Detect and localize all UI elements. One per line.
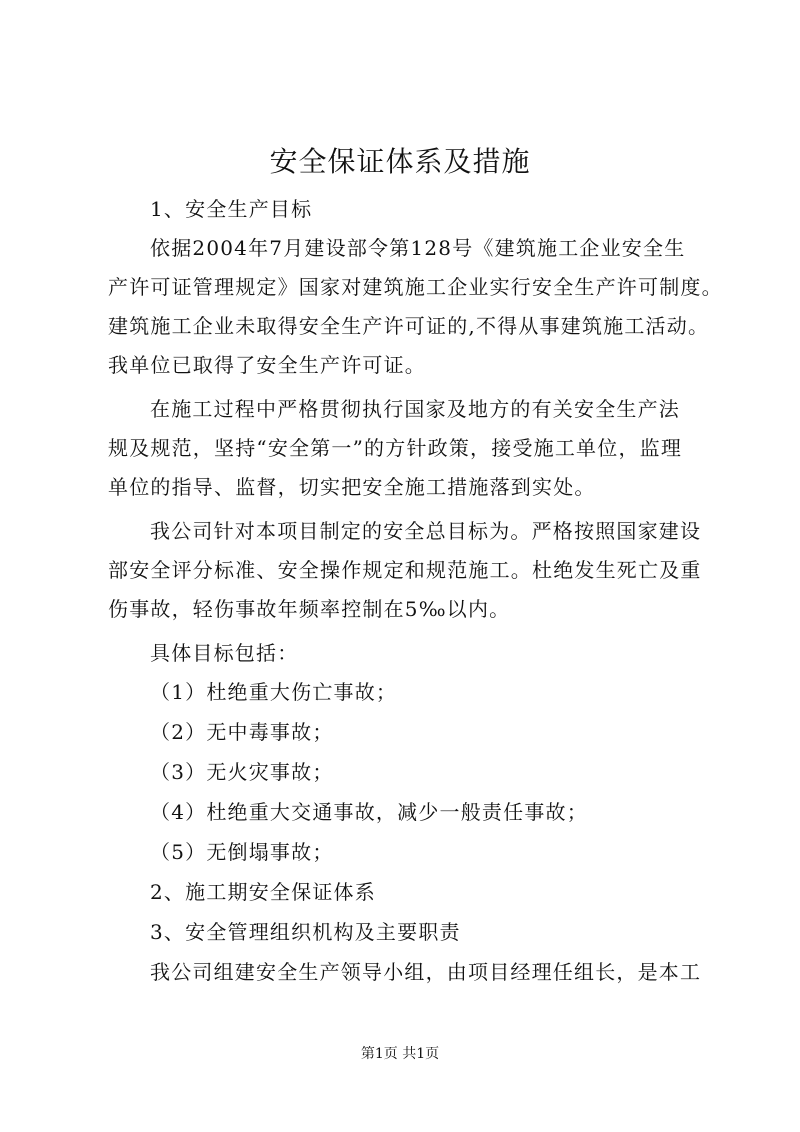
paragraph-line: 单位的指导、监督，切实把安全施工措施落到实处。	[108, 475, 596, 499]
paragraph-line: 建筑施工企业未取得安全生产许可证的,不得从事建筑施工活动。	[108, 314, 710, 338]
list-item: （1）杜绝重大伤亡事故；	[150, 680, 398, 704]
paragraph-line: 伤事故，轻伤事故年频率控制在5‰以内。	[108, 597, 511, 621]
paragraph-line: 产许可证管理规定》国家对建筑施工企业实行安全生产许可制度。	[108, 275, 723, 299]
page-footer: 第1页 共1页	[360, 1046, 440, 1062]
paragraph-line: 我公司组建安全生产领导小组，由项目经理任组长，是本工	[150, 960, 702, 984]
list-item: （3）无火灾事故；	[150, 760, 334, 784]
section-heading: 2、施工期安全保证体系	[150, 880, 376, 904]
paragraph-line: 依据2004年7月建设部令第128号《建筑施工企业安全生	[150, 236, 686, 260]
paragraph-line: 规及规范，坚持“安全第一”的方针政策，接受施工单位，监理	[108, 436, 683, 460]
list-item: （2）无中毒事故；	[150, 720, 334, 744]
list-item: （4）杜绝重大交通事故，减少一般责任事故；	[150, 800, 588, 824]
paragraph-line: 具体目标包括：	[150, 641, 299, 665]
paragraph-line: 部安全评分标准、安全操作规定和规范施工。杜绝发生死亡及重	[108, 558, 702, 582]
paragraph-line: 我单位已取得了安全生产许可证。	[108, 353, 426, 377]
section-heading: 1、安全生产目标	[150, 197, 313, 221]
document-title: 安全保证体系及措施	[269, 145, 531, 178]
list-item: （5）无倒塌事故；	[150, 840, 334, 864]
paragraph-line: 我公司针对本项目制定的安全总目标为。严格按照国家建设	[150, 519, 702, 543]
section-heading: 3、安全管理组织机构及主要职责	[150, 920, 461, 944]
paragraph-line: 在施工过程中严格贯彻执行国家及地方的有关安全生产法	[150, 397, 680, 421]
